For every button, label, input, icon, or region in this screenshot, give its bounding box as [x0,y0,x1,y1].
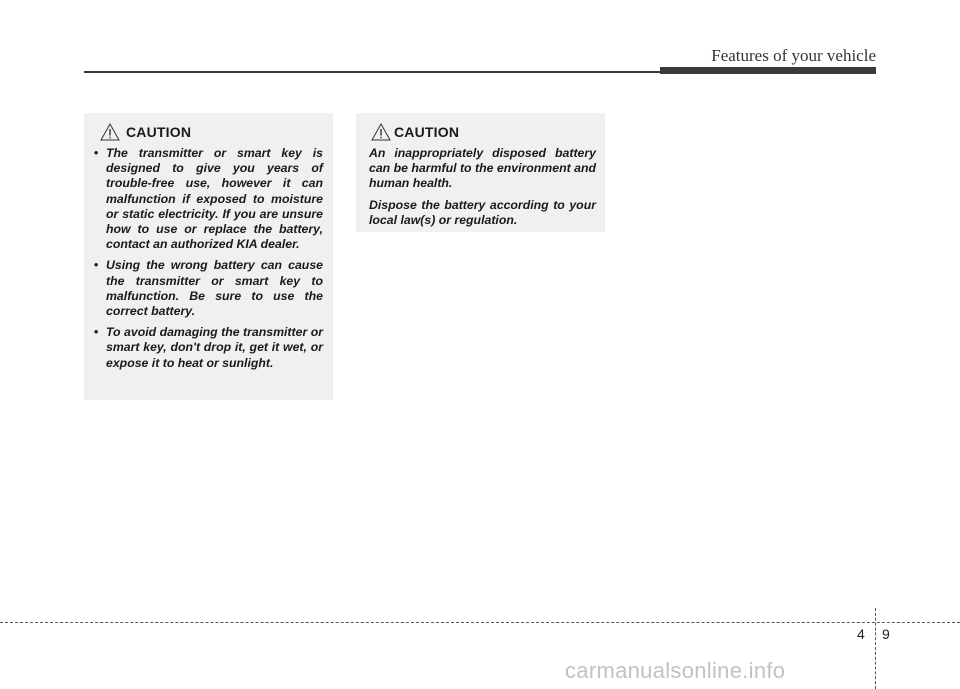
header-rule-thin [84,71,664,73]
caution-box-right [356,113,605,232]
caution-paragraph: An inappropriately disposed battery can be harmful to the environment and human health. [369,146,596,191]
caution-bullet-list [94,146,323,371]
warning-triangle-icon [371,123,391,141]
page-number: 9 [882,626,890,642]
caution-box-left [84,113,333,400]
footer-dashed-rule [0,622,960,623]
page-header-title: Features of your vehicle [711,46,876,65]
footer-vertical-divider [875,608,876,689]
caution-title: CAUTION [126,124,192,140]
caution-title: CAUTION [394,124,460,140]
caution-heading [369,123,596,143]
watermark-text: carmanualsonline.info [565,658,786,683]
caution-bullet: • To avoid damaging the transmitter or smart key, don't drop it, get it wet, or expose it to heat or sunlight. [94,325,323,371]
caution-bullet: • The transmitter or smart key is designed to give you years of trouble-free use, however it can malfunction if exposed to moisture or static electricity. If you are unsure how to use or replace the battery, contact an authorized KIA dealer. [94,146,323,252]
header-rule-thick [660,67,876,74]
caution-paragraph: Dispose the battery according to your local law(s) or regulation. [369,197,596,227]
caution-heading [94,123,323,143]
chapter-number: 4 [857,626,865,642]
warning-triangle-icon [100,123,120,141]
caution-bullet: • Using the wrong battery can cause the transmitter or smart key to malfunction. Be sure to use the correct battery. [94,258,323,319]
